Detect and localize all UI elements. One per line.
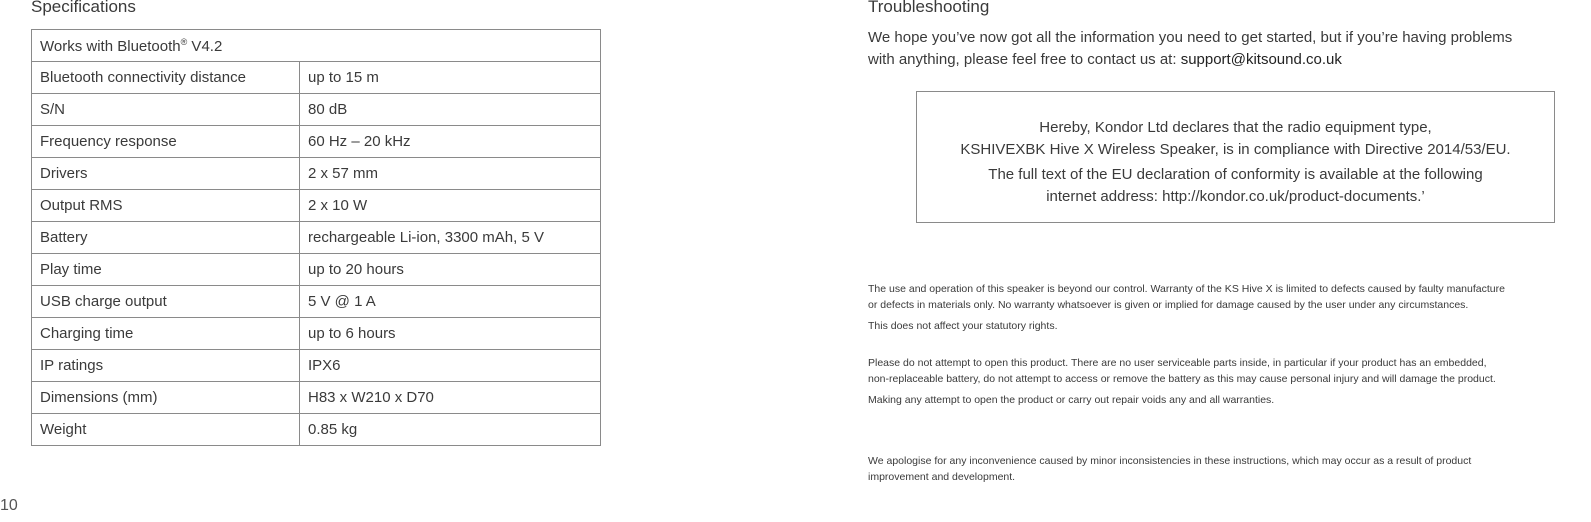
declaration-box <box>916 91 1555 223</box>
table-row <box>32 286 601 318</box>
bluetooth-version: V4.2 <box>187 37 223 55</box>
table-row <box>32 318 601 350</box>
declaration-line: The full text of the EU declaration of conformity is available at the following <box>988 166 1483 183</box>
spec-value: 80 dB <box>300 94 601 126</box>
table-row <box>32 126 601 158</box>
declaration-line: Hereby, Kondor Ltd declares that the radio equipment type, <box>1039 119 1432 136</box>
spec-value: 0.85 kg <box>300 414 601 446</box>
table-row <box>32 30 601 62</box>
spec-value: up to 20 hours <box>300 254 601 286</box>
spec-label: Dimensions (mm) <box>32 382 300 414</box>
troubleshooting-heading: Troubleshooting <box>868 0 990 16</box>
intro-line-with-email <box>868 49 1568 71</box>
spec-label: Weight <box>32 414 300 446</box>
bluetooth-version-cell <box>32 30 601 62</box>
declaration-line: KSHIVEXBK Hive X Wireless Speaker, is in compliance with Directive 2014/53/EU. <box>960 141 1511 158</box>
intro-line: We hope you’ve now got all the information you need to get started, but if you’re having problems <box>868 29 1513 46</box>
table-row <box>32 222 601 254</box>
spec-value: 5 V @ 1 A <box>300 286 601 318</box>
spec-label: Frequency response <box>32 126 300 158</box>
apology-paragraph <box>868 453 1471 485</box>
table-row <box>32 414 601 446</box>
spec-label: Output RMS <box>32 190 300 222</box>
spec-value: rechargeable Li-ion, 3300 mAh, 5 V <box>300 222 601 254</box>
spec-label: USB charge output <box>32 286 300 318</box>
spec-value: 60 Hz – 20 kHz <box>300 126 601 158</box>
intro-line: with anything, please feel free to contact us at: <box>868 51 1181 68</box>
spec-value: 2 x 57 mm <box>300 158 601 190</box>
warranty-line: or defects in materials only. No warranty whatsoever is given or implied for damage caused by the user under any circumstances. <box>868 299 1469 311</box>
spec-value: up to 15 m <box>300 62 601 94</box>
table-row <box>32 350 601 382</box>
do-not-open-line: non-replaceable battery, do not attempt to access or remove the battery as this may cause personal injury and will damage the product. <box>868 373 1496 385</box>
declaration-line: internet address: http://kondor.co.uk/product-documents.’ <box>1046 188 1425 205</box>
table-row <box>32 190 601 222</box>
do-not-open-paragraph <box>868 355 1496 387</box>
spec-label: S/N <box>32 94 300 126</box>
do-not-open-line: Please do not attempt to open this product. There are no user serviceable parts inside, in particular if your product has an embedded, <box>868 357 1487 369</box>
spec-value: 2 x 10 W <box>300 190 601 222</box>
spec-value: IPX6 <box>300 350 601 382</box>
specifications-table <box>31 29 601 446</box>
spec-label: IP ratings <box>32 350 300 382</box>
table-row <box>32 382 601 414</box>
table-row <box>32 94 601 126</box>
intro-paragraph <box>868 27 1568 71</box>
support-email: support@kitsound.co.uk <box>1180 51 1342 68</box>
spec-label: Charging time <box>32 318 300 350</box>
spec-label: Play time <box>32 254 300 286</box>
statutory-rights-text: This does not affect your statutory rights. <box>868 320 1058 332</box>
bluetooth-label: Works with Bluetooth <box>40 37 181 55</box>
table-row <box>32 254 601 286</box>
page-number: 10 <box>0 497 18 514</box>
warranty-line: The use and operation of this speaker is beyond our control. Warranty of the KS Hive X is limited to defects caused by faulty manufacture <box>868 283 1505 295</box>
spec-label: Bluetooth connectivity distance <box>32 62 300 94</box>
spec-label: Drivers <box>32 158 300 190</box>
apology-line: improvement and development. <box>868 471 1016 483</box>
table-row <box>32 158 601 190</box>
spec-value: up to 6 hours <box>300 318 601 350</box>
specifications-heading: Specifications <box>31 0 136 16</box>
table-row <box>32 62 601 94</box>
registered-mark: ® <box>180 36 188 47</box>
spec-value: H83 x W210 x D70 <box>300 382 601 414</box>
repair-voids-warranty-text: Making any attempt to open the product or carry out repair voids any and all warranties. <box>868 394 1275 406</box>
warranty-paragraph <box>868 281 1505 313</box>
apology-line: We apologise for any inconvenience caused by minor inconsistencies in these instructions, which may occur as a result of product <box>868 455 1472 467</box>
spec-label: Battery <box>32 222 300 254</box>
